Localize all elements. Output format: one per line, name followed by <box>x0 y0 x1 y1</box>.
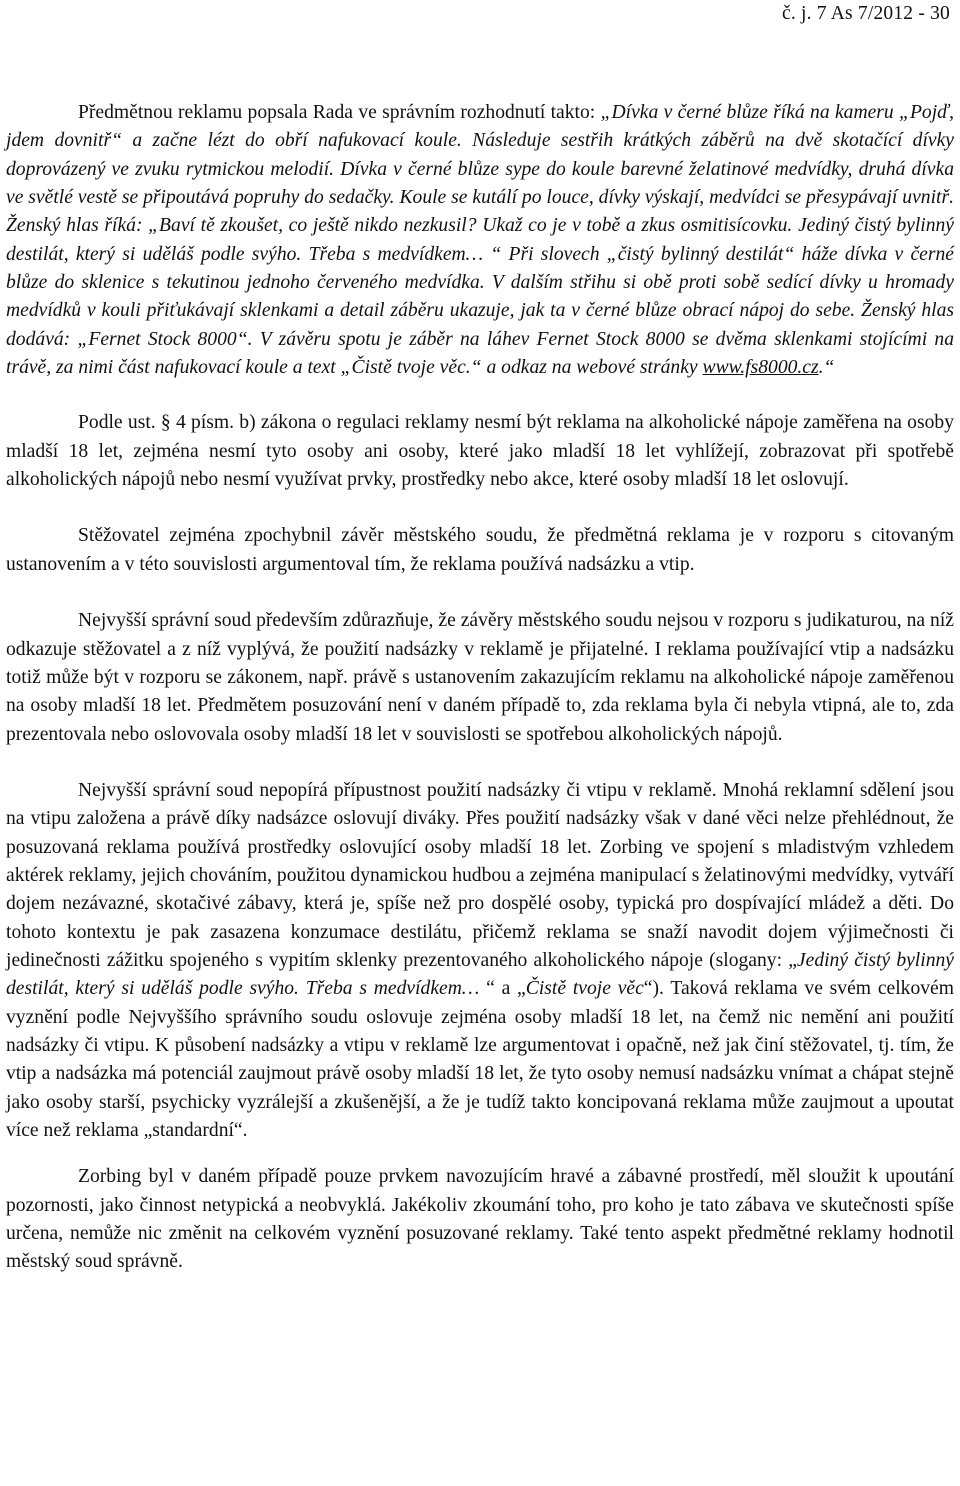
paragraph-court-emphasis: Nejvyšší správní soud především zdůrazňuje, že závěry městského soudu nejsou v rozporu s judikaturou, na níž odkazuje stěžovatel a z níž vyplývá, že použití nadsázky v reklamě je přijatelné. I reklama používající vtip a nadsázku totiž může být v rozporu se zákonem, např. právě s ustanovením zakazujícím reklamu na alkoholické nápoje zaměřenou na osoby mladší 18 let. Předmětem posuzování není v daném případě to, zda reklama byla či nebyla vtipná, ale to, zda prezentovala nebo oslovovala osoby mladší 18 let v souvislosti se spotřebou alkoholických nápojů. <box>6 610 954 745</box>
paragraph-legal-provision: Podle ust. § 4 písm. b) zákona o regulaci reklamy nesmí být reklama na alkoholické nápoje zaměřena na osoby mladší 18 let, zejména nesmí tyto osoby ani osoby, které jako mladší 18 let vyhlížejí, zobrazovat při spotřebě alkoholických nápojů nebo nesmí využívat prvky, prostředky nebo akce, které osoby mladší 18 let oslovují. <box>6 412 954 491</box>
quoted-ad-description: „Dívka v černé blůze říká na kameru „Pojď, jdem dovnitř“ a začne lézt do obří nafukovací koule. Následuje sestřih krátkých záběrů na dvě skotačící dívky doprovázený ve zvuku rytmickou melodií. Dívka v černé blůze sype do koule barevné želatinové medvídky, druhá dívka ve světlé vestě se připoutává popruhy do sedačky. Koule se kutálí po louce, dívky výskají, medvídci se přesypávají uvnitř. Ženský hlas říká: „Baví tě zkoušet, co ještě nikdo nezkusil? Ukaž co je v tobě a zkus osmitisícovku. Jediný čistý bylinný destilát, který si uděláš podle svýho. Třeba s medvídkem… “ Při slovech „čistý bylinný destilát“ háže dívka v černé blůze do sklenice s tekutinou jednoho červeného medvídka. V dalším střihu si obě proti sobě sedící dívky u hromady medvídků v kouli přiťukávají sklenkami a detail záběru ukazuje, jak ta v černé blůze obrací nápoj do sebe. Ženský hlas dodává: „Fernet Stock 8000“. V závěru spotu je záběr na láhev Fernet Stock 8000 se dvěma sklenkami stojícími na trávě, za nimi část nafukovací koule a text „Čistě tvoje věc.“ a odkaz na webové stránky <box>6 102 954 379</box>
paragraph-ad-description <box>6 99 954 382</box>
slogan-quote-2: Čistě tvoje věc <box>525 978 644 1000</box>
quote-end: .“ <box>818 357 835 379</box>
slogan-quote-1: Jediný čistý bylinný destilát, který si uděláš podle svýho. Třeba s medvídkem… <box>6 949 954 1000</box>
paragraph-complainant-argument: Stěžovatel zejména zpochybnil závěr městského soudu, že předmětná reklama je v rozporu s citovaným ustanovením a v této souvislosti argumentoval tím, že reklama používá nadsázku a vtip. <box>6 525 954 575</box>
assessment-text-a: Nejvyšší správní soud nepopírá přípustnost použití nadsázky či vtipu v reklamě. Mnohá reklamní sdělení jsou na vtipu založena a právě díky nadsázce oslovují diváky. Přes použití nadsázky však v dané věci nelze přehlédnout, že posuzovaná reklama používá prostředky oslovující osoby mladší 18 let. Zorbing ve spojení s mladistvým vzhledem aktérek reklamy, jejich chováním, použitou dynamickou hudbou a zejména manipulací s želatinovými medvídky, vytváří dojem nezávazné, skotačivé zábavy, která je, spíše než pro dospělé osoby, typická pro dospívající mládež a děti. Do tohoto kontextu je pak zasazena konzumace destilátu, přičemž reklama se snaží navodit dojem výjimečnosti či jedinečnosti zážitku spojeného s vypitím sklenky prezentovaného alkoholického nápoje (slogany: „ <box>6 779 954 971</box>
document-body <box>6 99 954 1277</box>
paragraph-zorbing-conclusion: Zorbing byl v daném případě pouze prvkem navozujícím hravé a zábavné prostředí, měl sloužit k upoutání pozornosti, jako činnost netypická a neobvyklá. Jakékoliv zkoumání toho, pro koho je tato zábava ve skutečnosti spíše určena, nemůže nic změnit na celkovém vyznění posuzované reklamy. Také tento aspekt předmětné reklamy hodnotil městský soud správně. <box>6 1166 954 1273</box>
paragraph-lead: Předmětnou reklamu popsala Rada ve správním rozhodnutí takto: <box>78 102 601 123</box>
paragraph-court-assessment <box>6 777 954 1145</box>
website-link[interactable]: www.fs8000.cz <box>702 357 819 379</box>
assessment-text-b: “ a „ <box>486 978 526 1000</box>
assessment-text-c: “). Taková reklama ve svém celkovém vyznění podle Nejvyššího správního soudu oslovuje zejména osoby mladší 18 let, na čemž nic nemění ani použití nadsázky či vtipu. K působení nadsázky a vtipu v reklamě lze argumentovat i opačně, než jak činí stěžovatel, tj. tím, že vtip a nadsázka má potenciál zaujmout právě osoby mladší 18 let, že tyto osoby nemusí nadsázku vnímat a chápat stejně jako osoby starší, psychicky vyzrálejší a zkušenější, a že je tudíž takto koncipovaná reklama může zaujmout a upoutat více než reklama „standardní“. <box>6 978 954 1141</box>
case-reference: č. j. 7 As 7/2012 - 30 <box>782 3 950 24</box>
